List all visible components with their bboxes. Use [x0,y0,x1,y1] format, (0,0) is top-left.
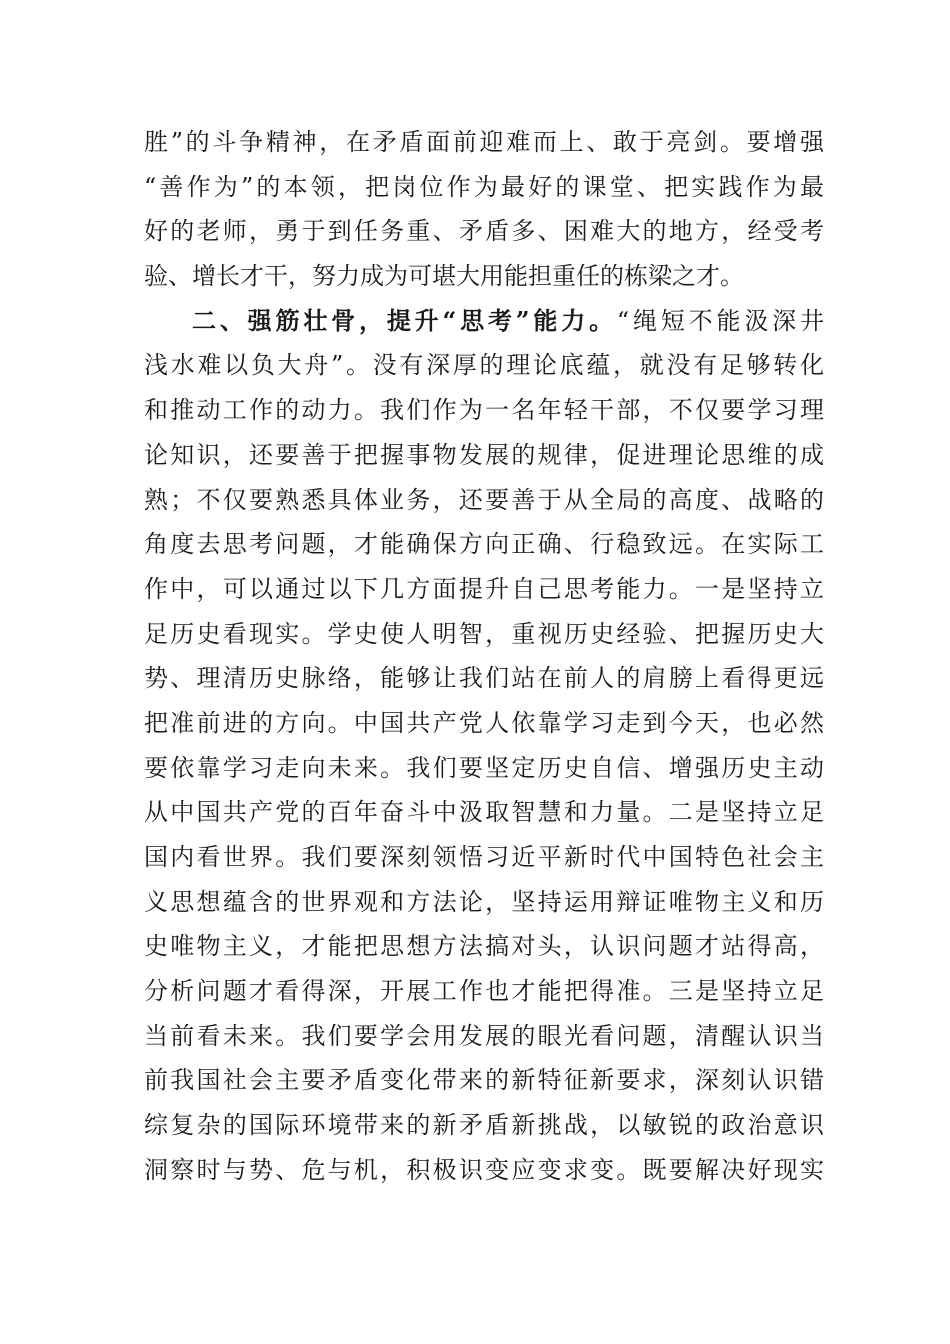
text-line: 浅水难以负大舟”。没有深厚的理论底蕴，就没有足够转化 [144,351,824,380]
text-line: “善作为”的本领，把岗位作为最好的课堂、把实践作为最 [144,172,824,201]
text-line: 足历史看现实。学史使人明智，重视历史经验、把握历史大 [144,619,824,648]
text-line: 作中，可以通过以下几方面提升自己思考能力。一是坚持立 [144,574,824,603]
text-line: 要依靠学习走向未来。我们要坚定历史自信、增强历史主动 [144,753,824,782]
paragraph-2 [144,299,824,1193]
text-line: 国内看世界。我们要深刻领悟习近平新时代中国特色社会主 [144,843,824,871]
text-line: 从中国共产党的百年奋斗中汲取智慧和力量。二是坚持立足 [144,798,824,827]
text-line: 当前看未来。我们要学会用发展的眼光看问题，清醒认识当 [144,1021,824,1050]
text-line: 分析问题才看得深，开展工作也才能把得准。三是坚持立足 [144,977,824,1006]
paragraph-1 [144,120,824,299]
text-line: 熟；不仅要熟悉具体业务，还要善于从全局的高度、战略的 [144,485,824,514]
text-line: 综复杂的国际环境带来的新矛盾新挑战，以敏锐的政治意识 [144,1111,824,1140]
text-line: 把准前进的方向。中国共产党人依靠学习走到今天，也必然 [144,708,824,737]
text-line: 势、理清历史脉络，能够让我们站在前人的肩膀上看得更远 [144,664,824,693]
text-line: 胜”的斗争精神，在矛盾面前迎难而上、敢于亮剑。要增强 [144,128,824,156]
text-line: 史唯物主义，才能把思想方法搞对头，认识问题才站得高， [144,932,824,961]
text-line: 角度去思考问题，才能确保方向正确、行稳致远。在实际工 [144,530,824,559]
text-line: 洞察时与势、危与机，积极识变应变求变。既要解决好现实 [144,1155,824,1184]
text-line-heading [144,299,824,344]
section-heading: 二、强筋壮骨，提升“思考”能力。 [192,305,617,335]
text-line: 论知识，还要善于把握事物发展的规律，促进理论思维的成 [144,440,824,469]
text-line: 前我国社会主要矛盾变化带来的新特征新要求，深刻认识错 [144,1066,824,1095]
text-line: 好的老师，勇于到任务重、矛盾多、困难大的地方，经受考 [144,217,824,246]
text-line: 验、增长才干，努力成为可堪大用能担重任的栋梁之才。 [144,262,744,291]
body-text [144,120,824,1193]
text-line: 和推动工作的动力。我们作为一名年轻干部，不仅要学习理 [144,396,824,425]
heading-line-rest: “绳短不能汲深井 [616,306,824,335]
text-line: 义思想蕴含的世界观和方法论，坚持运用辩证唯物主义和历 [144,887,824,916]
